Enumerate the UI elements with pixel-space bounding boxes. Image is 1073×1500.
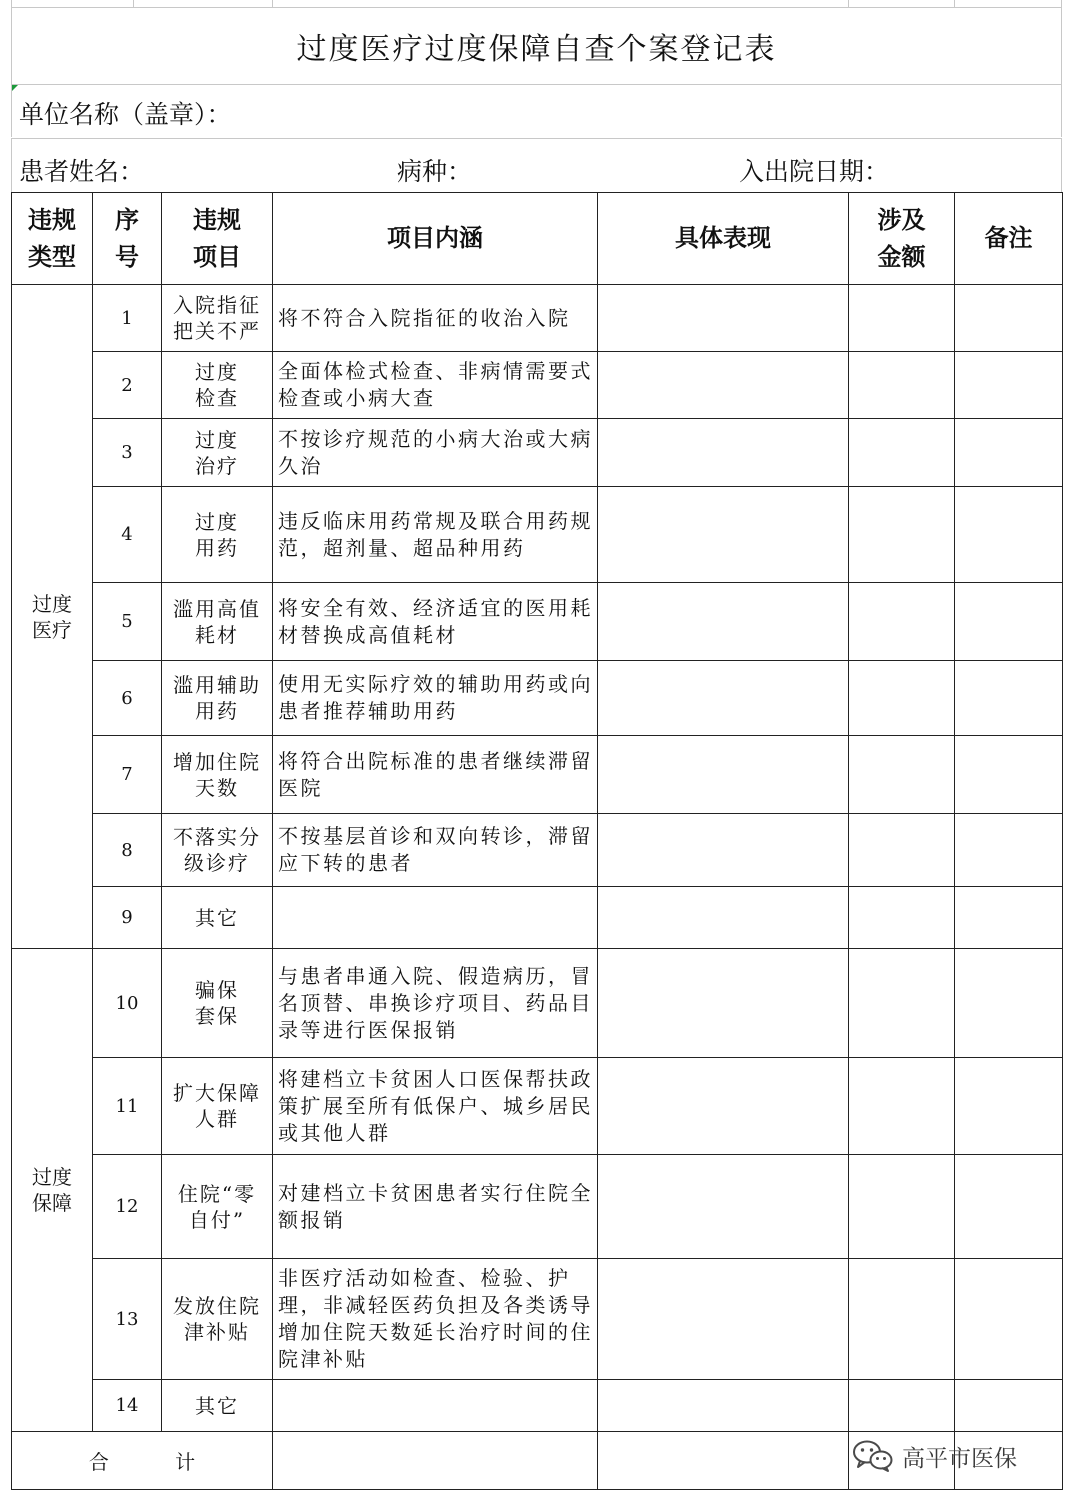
row-index: 12 <box>93 1155 162 1259</box>
amount-cell[interactable] <box>849 887 955 949</box>
detail-cell[interactable] <box>598 1058 849 1155</box>
row-content: 全面体检式检查、非病情需要式检查或小病大查 <box>273 352 598 419</box>
row-item: 过度 用药 <box>162 487 273 583</box>
table-row <box>12 1380 1063 1432</box>
row-index: 2 <box>93 352 162 419</box>
amount-cell[interactable] <box>849 1058 955 1155</box>
row-content: 违反临床用药常规及联合用药规范，超剂量、超品种用药 <box>273 487 598 583</box>
row-item: 其它 <box>162 887 273 949</box>
watermark <box>852 1436 1017 1476</box>
wechat-icon <box>852 1439 894 1473</box>
group-medical: 过度 医疗 <box>12 285 93 949</box>
row-item: 过度 检查 <box>162 352 273 419</box>
row-index: 4 <box>93 487 162 583</box>
row-content: 将安全有效、经济适宜的医用耗材替换成高值耗材 <box>273 583 598 661</box>
remark-cell[interactable] <box>955 1155 1063 1259</box>
unit-label: 单位名称（盖章）： <box>19 100 232 129</box>
row-item: 住院“零 自付” <box>162 1155 273 1259</box>
row-index: 10 <box>93 949 162 1058</box>
row-content: 不按诊疗规范的小病大治或大病久治 <box>273 419 598 487</box>
row-item: 不落实分 级诊疗 <box>162 814 273 887</box>
amount-cell[interactable] <box>849 352 955 419</box>
row-item: 滥用辅助 用药 <box>162 661 273 736</box>
amount-cell[interactable] <box>849 285 955 352</box>
row-item: 滥用高值 耗材 <box>162 583 273 661</box>
amount-cell[interactable] <box>849 1380 955 1432</box>
table-row <box>12 736 1063 814</box>
header-type: 违规 类型 <box>12 193 93 285</box>
table-row <box>12 1259 1063 1380</box>
remark-cell[interactable] <box>955 736 1063 814</box>
row-item: 过度 治疗 <box>162 419 273 487</box>
detail-cell[interactable] <box>598 583 849 661</box>
header-row <box>12 193 1063 285</box>
row-content: 与患者串通入院、假造病历，冒名顶替、串换诊疗项目、药品目录等进行医保报销 <box>273 949 598 1058</box>
row-item: 扩大保障 人群 <box>162 1058 273 1155</box>
detail-cell[interactable] <box>598 736 849 814</box>
remark-cell[interactable] <box>955 419 1063 487</box>
patient-row <box>11 138 1062 193</box>
row-item: 发放住院 津补贴 <box>162 1259 273 1380</box>
amount-cell[interactable] <box>849 1155 955 1259</box>
remark-cell[interactable] <box>955 1380 1063 1432</box>
remark-cell[interactable] <box>955 583 1063 661</box>
row-index: 7 <box>93 736 162 814</box>
amount-cell[interactable] <box>849 487 955 583</box>
detail-cell[interactable] <box>598 285 849 352</box>
amount-cell[interactable] <box>849 736 955 814</box>
row-item: 骗保 套保 <box>162 949 273 1058</box>
table-row <box>12 285 1063 352</box>
remark-cell[interactable] <box>955 352 1063 419</box>
header-item: 违规 项目 <box>162 193 273 285</box>
detail-cell[interactable] <box>598 487 849 583</box>
row-content: 使用无实际疗效的辅助用药或向患者推荐辅助用药 <box>273 661 598 736</box>
row-content: 不按基层首诊和双向转诊，滞留应下转的患者 <box>273 814 598 887</box>
amount-cell[interactable] <box>849 949 955 1058</box>
remark-cell[interactable] <box>955 1058 1063 1155</box>
row-content: 将符合出院标准的患者继续滞留医院 <box>273 736 598 814</box>
amount-cell[interactable] <box>849 814 955 887</box>
header-remark: 备注 <box>955 193 1063 285</box>
row-index: 3 <box>93 419 162 487</box>
amount-cell[interactable] <box>849 1259 955 1380</box>
remark-cell[interactable] <box>955 285 1063 352</box>
detail-cell[interactable] <box>598 419 849 487</box>
amount-cell[interactable] <box>849 419 955 487</box>
table-row <box>12 1058 1063 1155</box>
row-content <box>273 1380 598 1432</box>
header-index: 序 号 <box>93 193 162 285</box>
unit-row <box>11 84 1062 137</box>
row-content <box>273 887 598 949</box>
header-amount: 涉及 金额 <box>849 193 955 285</box>
detail-cell[interactable] <box>598 352 849 419</box>
row-index: 14 <box>93 1380 162 1432</box>
table-row <box>12 814 1063 887</box>
row-index: 11 <box>93 1058 162 1155</box>
total-label: 合 计 <box>12 1432 273 1490</box>
row-index: 1 <box>93 285 162 352</box>
remark-cell[interactable] <box>955 487 1063 583</box>
disease-label: 病种： <box>397 157 473 186</box>
row-index: 5 <box>93 583 162 661</box>
amount-cell[interactable] <box>849 661 955 736</box>
detail-cell[interactable] <box>598 1155 849 1259</box>
row-content: 将不符合入院指征的收治入院 <box>273 285 598 352</box>
row-item: 其它 <box>162 1380 273 1432</box>
violation-table <box>11 192 1063 1490</box>
table-row <box>12 949 1063 1058</box>
remark-cell[interactable] <box>955 887 1063 949</box>
table-row <box>12 661 1063 736</box>
table-row <box>12 887 1063 949</box>
table-row <box>12 352 1063 419</box>
table-row <box>12 487 1063 583</box>
detail-cell[interactable] <box>598 949 849 1058</box>
remark-cell[interactable] <box>955 661 1063 736</box>
total-detail-cell[interactable] <box>598 1432 849 1490</box>
header-detail: 具体表现 <box>598 193 849 285</box>
amount-cell[interactable] <box>849 583 955 661</box>
total-content-cell <box>273 1432 598 1490</box>
detail-cell[interactable] <box>598 661 849 736</box>
row-content: 对建档立卡贫困患者实行住院全额报销 <box>273 1155 598 1259</box>
detail-cell[interactable] <box>598 1259 849 1380</box>
detail-cell[interactable] <box>598 887 849 949</box>
registration-form <box>11 0 1062 1490</box>
row-item: 增加住院 天数 <box>162 736 273 814</box>
row-index: 13 <box>93 1259 162 1380</box>
table-row <box>12 583 1063 661</box>
patient-label: 患者姓名： <box>19 157 145 186</box>
table-row <box>12 1155 1063 1259</box>
remark-cell[interactable] <box>955 949 1063 1058</box>
row-content: 将建档立卡贫困人口医保帮扶政策扩展至所有低保户、城乡居民或其他人群 <box>273 1058 598 1155</box>
row-index: 8 <box>93 814 162 887</box>
detail-cell[interactable] <box>598 1380 849 1432</box>
detail-cell[interactable] <box>598 814 849 887</box>
group-security: 过度 保障 <box>12 949 93 1432</box>
row-index: 9 <box>93 887 162 949</box>
row-content: 非医疗活动如检查、检验、护理，非减轻医药负担及各类诱导增加住院天数延长治疗时间的住院津补贴 <box>273 1259 598 1380</box>
page-title: 过度医疗过度保障自查个案登记表 <box>11 7 1062 84</box>
remark-cell[interactable] <box>955 1259 1063 1380</box>
remark-cell[interactable] <box>955 814 1063 887</box>
row-item: 入院指征 把关不严 <box>162 285 273 352</box>
row-index: 6 <box>93 661 162 736</box>
dates-label: 入出院日期： <box>739 157 890 186</box>
header-content: 项目内涵 <box>273 193 598 285</box>
watermark-text: 高平市医保 <box>902 1445 1017 1472</box>
table-row <box>12 419 1063 487</box>
